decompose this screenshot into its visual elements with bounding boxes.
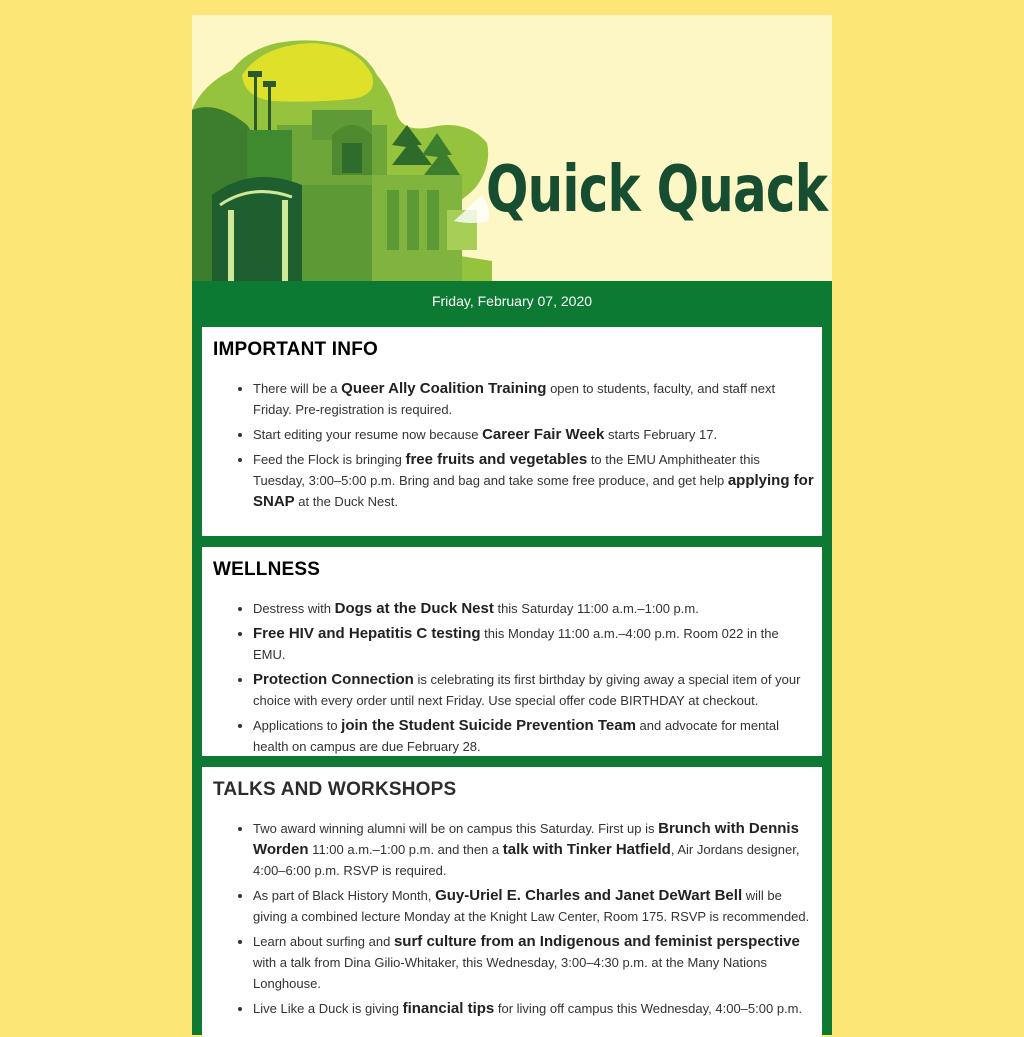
section-heading: IMPORTANT INFO: [213, 339, 378, 360]
header-banner: [192, 15, 832, 281]
highlight-link[interactable]: Protection Connection: [253, 671, 414, 688]
item-text: Destress with: [253, 601, 335, 616]
item-text: is celebrating its first birthday by giving away a special item of your choice with every order until next Friday. Use special offer code BIRTHDAY at checkout.: [253, 672, 801, 708]
item-text: Feed the Flock is bringing: [253, 452, 406, 467]
item-text: to the EMU Amphitheater this Tuesday, 3:00–5:00 p.m. Bring and bag and take some free produce, and get help: [253, 452, 760, 488]
item-text: Learn about surfing and: [253, 934, 394, 949]
item-text: Live Like a Duck is giving: [253, 1001, 403, 1016]
newsletter: [192, 15, 832, 1035]
item-text: 11:00 a.m.–1:00 p.m. and then a: [308, 842, 503, 857]
highlight-link[interactable]: Dogs at the Duck Nest: [334, 600, 494, 617]
highlight-link[interactable]: surf culture from an Indigenous and feminist perspective: [393, 933, 800, 950]
list-item: [253, 669, 814, 711]
highlight-link[interactable]: join the Student Suicide Prevention Team: [341, 717, 636, 734]
item-text: As part of Black History Month,: [253, 888, 436, 903]
item-text: will be giving a combined lecture Monday at the Knight Law Center, Room 175. RSVP is recommended.: [253, 888, 810, 924]
item-text: open to students, faculty, and staff next Friday. Pre-registration is required.: [253, 381, 776, 417]
highlight-link[interactable]: talk with Tinker Hatfield: [502, 841, 671, 858]
list-item: [253, 623, 814, 665]
list-item: [253, 424, 814, 445]
list-item: [253, 715, 814, 757]
item-text: starts February 17.: [604, 427, 718, 442]
item-list: [213, 598, 814, 757]
item-list: [213, 378, 814, 512]
highlight-link[interactable]: applying for SNAP: [253, 472, 814, 510]
item-list: [213, 818, 814, 1019]
list-item: [253, 818, 814, 881]
list-item: [253, 885, 814, 927]
highlight-link[interactable]: Guy-Uriel E. Charles and Janet DeWart Bell: [435, 887, 743, 904]
highlight-link[interactable]: Career Fair Week: [482, 426, 605, 443]
highlight-link[interactable]: Free HIV and Hepatitis C testing: [253, 625, 481, 642]
item-text: Applications to: [253, 718, 342, 733]
item-text: , Air Jordans designer, 4:00–6:00 p.m. RSVP is required.: [253, 842, 800, 878]
section-heading: TALKS AND WORKSHOPS: [213, 779, 457, 800]
section-heading: WELLNESS: [213, 559, 321, 580]
list-item: [253, 449, 814, 512]
section-important-info: [202, 327, 822, 536]
issue-date: Friday, February 07, 2020: [431, 293, 593, 309]
item-text: Start editing your resume now because: [253, 427, 483, 442]
item-text: at the Duck Nest.: [294, 494, 399, 509]
duck-campus-illustration: [192, 15, 832, 281]
item-text: and advocate for mental health on campus are due February 28.: [253, 718, 780, 754]
item-text: There will be a: [253, 381, 342, 396]
item-text: this Monday 11:00 a.m.–4:00 p.m. Room 022 in the EMU.: [253, 626, 779, 662]
list-item: [253, 378, 814, 420]
item-text: Two award winning alumni will be on campus this Saturday. First up is: [253, 821, 659, 836]
highlight-link[interactable]: Queer Ally Coalition Training: [341, 380, 547, 397]
section-wellness: [202, 547, 822, 756]
item-text: for living off campus this Wednesday, 4:00–5:00 p.m.: [494, 1001, 803, 1016]
list-item: [253, 931, 814, 994]
item-text: with a talk from Dina Gilio-Whitaker, this Wednesday, 3:00–4:30 p.m. at the Many Nations Longhouse.: [253, 955, 767, 991]
brand-title: Quick Quack: [486, 153, 828, 227]
list-item: [253, 598, 814, 619]
section-talks-and-workshops: [202, 767, 822, 1037]
highlight-link[interactable]: free fruits and vegetables: [405, 451, 588, 468]
highlight-link[interactable]: Brunch with Dennis Worden: [253, 820, 799, 858]
highlight-link[interactable]: financial tips: [402, 1000, 495, 1017]
item-text: this Saturday 11:00 a.m.–1:00 p.m.: [493, 601, 699, 616]
list-item: [253, 998, 814, 1019]
